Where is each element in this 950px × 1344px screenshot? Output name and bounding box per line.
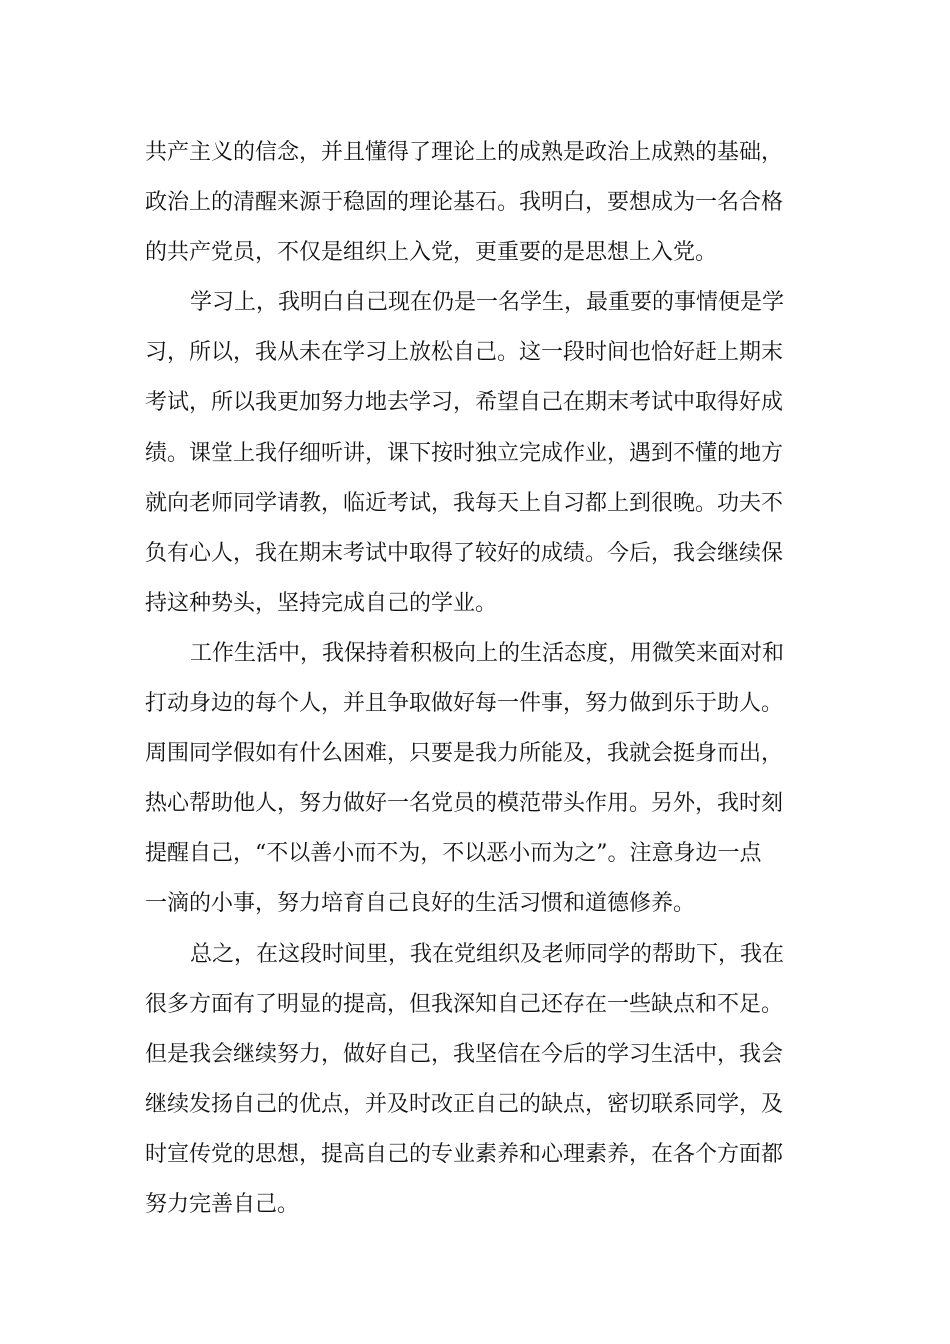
paragraph-4 <box>145 930 811 1231</box>
text-line: 共产主义的信念，并且懂得了理论上的成熟是政治上成熟的基础， <box>145 140 784 165</box>
text-line: 继续发扬自己的优点，并及时改正自己的缺点，密切联系同学，及 <box>145 1091 784 1117</box>
text-line: 习，所以，我从未在学习上放松自己。这一段时间也恰好赶上期末 <box>145 340 784 366</box>
text-line: 的共产党员，不仅是组织上入党，更重要的是思想上入党。 <box>145 240 718 266</box>
paragraph-2 <box>145 278 811 629</box>
text-line: 打动身边的每个人，并且争取做好每一件事，努力做到乐于助人。 <box>145 691 784 717</box>
text-line: 时宣传党的思想，提高自己的专业素养和心理素养，在各个方面都 <box>145 1141 784 1167</box>
text-line: 持这种势头，坚持完成自己的学业。 <box>145 590 498 616</box>
text-line: 绩。课堂上我仔细听讲，课下按时独立完成作业，遇到不懂的地方 <box>145 440 784 466</box>
text-line: 提醒自己，“不以善小而不为，不以恶小而为之”。注意身边一点 <box>145 841 762 867</box>
text-line: 负有心人，我在期末考试中取得了较好的成绩。今后，我会继续保 <box>145 540 784 566</box>
text-line: 考试，所以我更加努力地去学习，希望自己在期末考试中取得好成 <box>145 390 784 416</box>
text-line: 就向老师同学请教，临近考试，我每天上自习都上到很晚。功夫不 <box>145 490 784 516</box>
text-line: 努力完善自己。 <box>145 1191 300 1217</box>
text-line: 工作生活中，我保持着积极向上的生活态度，用微笑来面对和 <box>190 640 785 666</box>
text-line: 学习上，我明白自己现在仍是一名学生，最重要的事情便是学 <box>190 290 785 316</box>
paragraph-3 <box>145 629 811 930</box>
text-line: 周围同学假如有什么困难，只要是我力所能及，我就会挺身而出， <box>145 741 784 767</box>
document-body <box>145 128 811 1230</box>
text-line: 热心帮助他人，努力做好一名党员的模范带头作用。另外，我时刻 <box>145 791 784 817</box>
text-line: 很多方面有了明显的提高，但我深知自己还存在一些缺点和不足。 <box>145 991 784 1017</box>
text-line: 政治上的清醒来源于稳固的理论基石。我明白，要想成为一名合格 <box>145 190 784 216</box>
paragraph-1 <box>145 128 811 278</box>
text-line: 但是我会继续努力，做好自己，我坚信在今后的学习生活中，我会 <box>145 1041 784 1067</box>
text-line: 一滴的小事，努力培育自己良好的生活习惯和道德修养。 <box>145 891 696 917</box>
text-line: 总之，在这段时间里，我在党组织及老师同学的帮助下，我在 <box>190 941 785 967</box>
